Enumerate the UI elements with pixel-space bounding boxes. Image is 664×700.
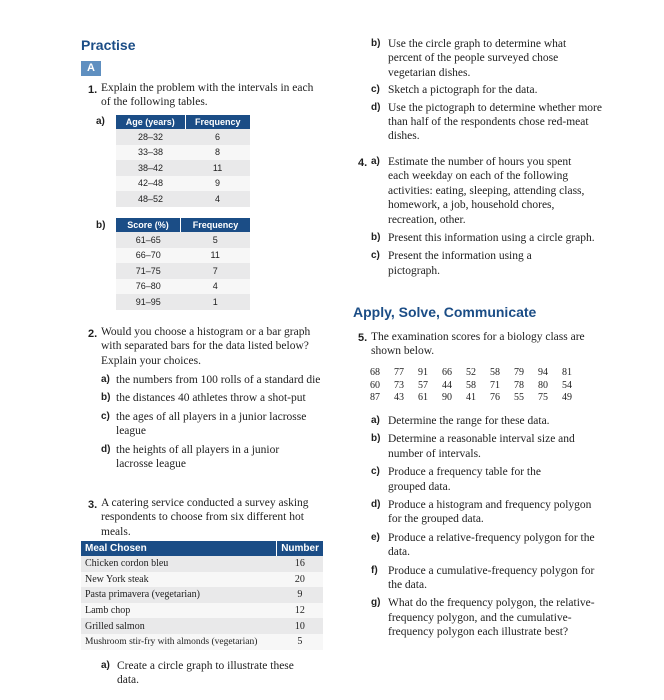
q1-number: 1. xyxy=(88,84,98,96)
q4-item-c-label: c) xyxy=(371,250,380,262)
q1a-header-frequency: Frequency xyxy=(185,115,250,129)
q3-item-d-text: Use the pictograph to determine whether more than half of the respondents chose red-meat dishes. xyxy=(388,101,602,143)
score-value: 79 xyxy=(514,367,524,378)
q5-item-b-label: b) xyxy=(371,433,381,445)
q4-item-a-label: a) xyxy=(371,156,380,167)
q1a-cell: 42–48 xyxy=(116,176,185,192)
q5-item-e-text: Produce a relative-frequency polygon for the data. xyxy=(388,531,595,559)
level-a-tag: A xyxy=(81,61,101,76)
score-value: 94 xyxy=(538,367,548,378)
scores-row xyxy=(370,367,572,380)
table-row xyxy=(81,618,323,634)
q1b-cell: 61–65 xyxy=(116,232,180,248)
q2-text: Would you choose a histogram or a bar graph with separated bars for the data listed below? Explain your choices. xyxy=(101,326,311,367)
score-value: 44 xyxy=(442,379,452,391)
score-value: 61 xyxy=(418,392,428,403)
q4-item-a xyxy=(371,155,603,227)
q5-item-c xyxy=(371,465,606,494)
q1b-cell: 1 xyxy=(180,294,250,310)
table-row xyxy=(81,634,323,650)
q3-meal-cell: Lamb chop xyxy=(81,603,277,619)
score-value: 57 xyxy=(418,379,428,391)
q5-item-a-label: a) xyxy=(371,415,380,426)
q1a-cell: 9 xyxy=(185,176,250,192)
q2-item-c-label: c) xyxy=(101,410,110,422)
q4-item-c xyxy=(371,249,603,278)
practise-heading: Practise xyxy=(81,37,136,53)
table-row xyxy=(116,248,250,264)
q3-meal-table xyxy=(81,541,323,650)
q4-item-b xyxy=(371,231,603,245)
q1b-cell: 5 xyxy=(180,232,250,248)
apply-solve-communicate-heading: Apply, Solve, Communicate xyxy=(353,304,537,320)
q5-item-f xyxy=(371,564,606,593)
q3-item-a-text: Create a circle graph to illustrate these data. xyxy=(117,660,294,687)
q5-item-f-text: Produce a cumulative-frequency polygon for the data. xyxy=(388,564,595,592)
score-value: 41 xyxy=(466,392,476,403)
q2-item-a-text: the numbers from 100 rolls of a standard die xyxy=(116,374,321,386)
scores-row xyxy=(370,380,572,393)
q5-item-e xyxy=(371,531,606,560)
q3-item-a xyxy=(101,659,321,688)
q5-item-c-text: Produce a frequency table for the grouped data. xyxy=(388,466,541,493)
q1b-cell: 4 xyxy=(180,279,250,295)
q3-number-cell: 5 xyxy=(277,634,323,650)
q5-item-g-text: What do the frequency polygon, the relative-frequency polygon, and the cumulative-frequency polygon each illustrate best? xyxy=(388,597,595,639)
q3-item-d-label: d) xyxy=(371,101,381,113)
q3-meal-cell: Grilled salmon xyxy=(81,618,277,634)
table-row xyxy=(116,145,250,161)
q2-item-c xyxy=(101,410,333,439)
q1b-cell: 71–75 xyxy=(116,263,180,279)
table-row xyxy=(116,129,250,145)
q1b-cell: 91–95 xyxy=(116,294,180,310)
q5-item-d-text: Produce a histogram and frequency polygon for the grouped data. xyxy=(388,499,592,526)
table-row xyxy=(81,572,323,588)
q5-scores-block xyxy=(370,367,572,405)
q5-item-b xyxy=(371,432,606,461)
q1b-header-score: Score (%) xyxy=(116,218,180,232)
q1b-cell: 7 xyxy=(180,263,250,279)
table-row xyxy=(81,603,323,619)
q3-number-cell: 20 xyxy=(277,572,323,588)
q4-item-b-label: b) xyxy=(371,232,381,244)
q5-item-b-text: Determine a reasonable interval size and number of intervals. xyxy=(388,433,575,460)
score-value: 71 xyxy=(490,379,500,391)
table-row xyxy=(81,587,323,603)
q5-item-c-label: c) xyxy=(371,466,380,478)
q5-text: The examination scores for a biology class are shown below. xyxy=(371,331,585,358)
q3-header-meal: Meal Chosen xyxy=(81,541,277,556)
table-row xyxy=(116,279,250,295)
q5-item-g xyxy=(371,596,606,639)
q4-item-b-text: Present this information using a circle graph. xyxy=(388,232,595,245)
score-value: 68 xyxy=(370,367,380,378)
q3-text: A catering service conducted a survey asking respondents to choose from six different hot meals. xyxy=(101,497,309,538)
q1b-cell: 11 xyxy=(180,248,250,264)
q2-item-b xyxy=(101,391,333,405)
q1b-header-frequency: Frequency xyxy=(180,218,250,232)
q5-item-f-label: f) xyxy=(371,564,378,576)
score-value: 52 xyxy=(466,367,476,378)
q3-meal-cell: Pasta primavera (vegetarian) xyxy=(81,587,277,603)
q1a-cell: 48–52 xyxy=(116,191,185,207)
q1b-cell: 76–80 xyxy=(116,279,180,295)
q1a-label: a) xyxy=(96,116,105,127)
score-value: 78 xyxy=(514,379,524,391)
q4-item-c-text: Present the information using a pictograph. xyxy=(388,250,532,277)
q3-meal-cell: Mushroom stir-fry with almonds (vegetarian) xyxy=(81,634,277,650)
q4-items xyxy=(371,155,603,278)
q3-number-cell: 9 xyxy=(277,587,323,603)
q1-text: Explain the problem with the intervals in each of the following tables. xyxy=(101,82,314,109)
q1a-cell: 33–38 xyxy=(116,145,185,161)
q5-item-a xyxy=(371,414,606,428)
score-value: 90 xyxy=(442,392,452,403)
q5-item-d xyxy=(371,498,606,527)
table-row xyxy=(116,232,250,248)
score-value: 77 xyxy=(394,367,404,378)
q2-item-b-text: the distances 40 athletes throw a shot-put xyxy=(116,392,306,405)
table-row xyxy=(116,294,250,310)
q1a-cell: 28–32 xyxy=(116,129,185,145)
q1b-label: b) xyxy=(96,220,106,231)
q1b-cell: 66–70 xyxy=(116,248,180,264)
q5-items xyxy=(371,414,606,640)
q5-item-e-label: e) xyxy=(371,531,380,543)
score-value: 81 xyxy=(562,367,572,378)
table-row xyxy=(116,263,250,279)
q5-item-d-label: d) xyxy=(371,499,381,511)
scores-row xyxy=(370,392,572,405)
q5-item-a-text: Determine the range for these data. xyxy=(388,415,550,427)
score-value: 80 xyxy=(538,379,548,391)
score-value: 91 xyxy=(418,367,428,378)
q4-item-a-text: Estimate the number of hours you spent each weekday on each of the following activities: eating, sleeping, attending class, homework, a job, household chores, recreation, other. xyxy=(388,156,585,226)
q5-item-g-label: g) xyxy=(371,597,381,609)
q5-number: 5. xyxy=(358,332,368,344)
q3-items-right xyxy=(371,37,603,144)
q2-item-d-label: d) xyxy=(101,443,111,455)
score-value: 54 xyxy=(562,379,572,391)
q1a-cell: 4 xyxy=(185,191,250,207)
q3-item-b-text: Use the circle graph to determine what percent of the people surveyed chose vegetarian dishes. xyxy=(388,38,567,79)
q3-header-number: Number xyxy=(277,541,323,556)
table-row xyxy=(116,191,250,207)
score-value: 55 xyxy=(514,392,524,403)
score-value: 73 xyxy=(394,379,404,391)
q3-meal-cell: Chicken cordon bleu xyxy=(81,556,277,572)
q3-number-cell: 16 xyxy=(277,556,323,572)
q3-number: 3. xyxy=(88,499,98,511)
q1a-cell: 8 xyxy=(185,145,250,161)
q2-item-a xyxy=(101,373,333,387)
q1a-table xyxy=(116,115,250,207)
q3-item-d xyxy=(371,101,603,144)
q3-item-a-label: a) xyxy=(101,660,110,671)
q3-item-b-label: b) xyxy=(371,38,381,49)
score-value: 58 xyxy=(466,379,476,391)
score-value: 43 xyxy=(394,392,404,403)
q3-meal-cell: New York steak xyxy=(81,572,277,588)
q3-item-c-label: c) xyxy=(371,84,380,96)
score-value: 58 xyxy=(490,367,500,378)
q3-number-cell: 12 xyxy=(277,603,323,619)
q2-item-d-text: the heights of all players in a junior lacrosse league xyxy=(116,443,280,471)
score-value: 66 xyxy=(442,367,452,378)
q2-item-b-label: b) xyxy=(101,392,111,404)
q2-number: 2. xyxy=(88,328,98,340)
q2-item-d xyxy=(101,443,333,472)
score-value: 60 xyxy=(370,379,380,391)
table-row xyxy=(116,160,250,176)
score-value: 75 xyxy=(538,392,548,403)
q2-item-a-label: a) xyxy=(101,374,110,385)
score-value: 87 xyxy=(370,392,380,403)
q1a-header-age: Age (years) xyxy=(116,115,185,129)
q1a-cell: 6 xyxy=(185,129,250,145)
q1a-cell: 38–42 xyxy=(116,160,185,176)
q3-items-left xyxy=(101,659,321,688)
table-row xyxy=(81,556,323,572)
q1b-table xyxy=(116,218,250,310)
q2-items xyxy=(101,373,333,471)
q3-item-b xyxy=(371,37,603,80)
q2-item-c-text: the ages of all players in a junior lacrosse league xyxy=(116,410,307,438)
q1a-cell: 11 xyxy=(185,160,250,176)
q3-item-c-text: Sketch a pictograph for the data. xyxy=(388,84,538,97)
score-value: 49 xyxy=(562,392,572,403)
table-row xyxy=(116,176,250,192)
q3-number-cell: 10 xyxy=(277,618,323,634)
q4-number: 4. xyxy=(358,157,368,169)
score-value: 76 xyxy=(490,392,500,403)
q3-item-c xyxy=(371,83,603,97)
